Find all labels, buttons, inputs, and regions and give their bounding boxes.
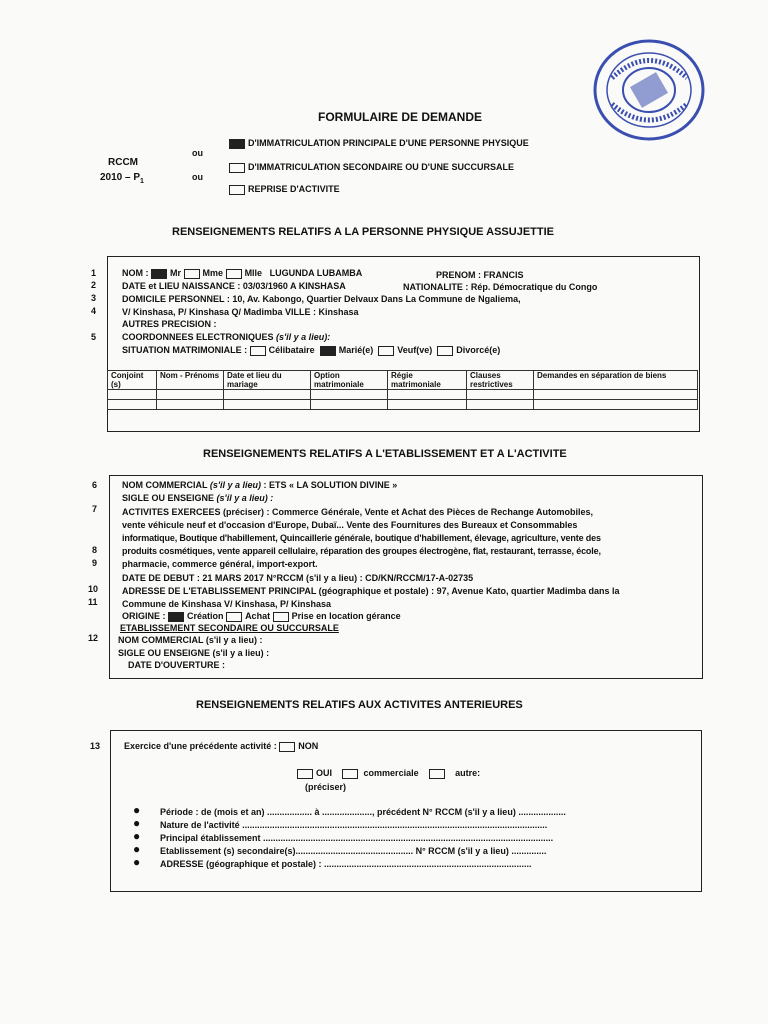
table-row [108,400,698,410]
table-header-cell: Demandes en séparation de biens [534,371,698,390]
table-header-cell: Option matrimoniale [311,371,388,390]
date-debut-field: DATE DE DEBUT : 21 MARS 2017 N°RCCM (s'il y a lieu) : CD/KN/RCCM/17-A-02735 [122,573,474,583]
checkbox-mr[interactable] [151,269,167,279]
table-header-cell: Régie matrimoniale [388,371,467,390]
line-number: 1 [91,268,97,278]
origine-row [122,611,401,622]
oui-row [297,768,480,779]
line-number: 12 [88,633,99,643]
divorce-label: Divorcé(e) [456,345,501,355]
table-header-cell: Clauses restrictives [467,371,534,390]
line-number: 8 [92,545,98,555]
checkbox-veuf[interactable] [378,346,394,356]
checkbox-principal[interactable] [229,139,245,149]
exercice-label: Exercice d'une précédente activité : [124,741,277,751]
nom-label: NOM : [122,268,149,278]
checkbox-oui[interactable] [297,769,313,779]
checkbox-mme[interactable] [184,269,200,279]
mlle-label: Mlle [244,268,263,278]
section1-title: RENSEIGNEMENTS RELATIFS A LA PERSONNE PHYSIQUE ASSUJETTIE [172,226,554,238]
exercice-row [124,741,318,752]
etab-secondaire-field: Etablissement (s) secondaire(s)............................................... N° RCCM (s'il y a lieu) .............. [160,846,547,856]
celibataire-label: Célibataire [268,345,315,355]
checkbox-reprise[interactable] [229,185,245,195]
commune-field: Commune de Kinshasa V/ Kinshasa, P/ Kinshasa [122,599,332,609]
rccm-label: RCCM [108,157,138,168]
date-ouverture-field: DATE D'OUVERTURE : [128,660,225,670]
preciser-label: (préciser) [305,782,347,792]
line-number: 9 [92,558,98,568]
table-cell[interactable] [388,400,467,410]
line-number: 7 [92,504,98,514]
bullet-icon: ● [133,842,141,856]
periode-field: Période : de (mois et an) .................. à ...................., précédent N° RCCM (s'il y a lieu) ................... [160,807,566,817]
option-secondaire-label: D'IMMATRICULATION SECONDAIRE OU D'UNE SUCCURSALE [248,162,514,172]
line-number: 3 [91,293,97,303]
nom-commercial-label: NOM COMMERCIAL [122,480,208,490]
table-cell[interactable] [157,390,224,400]
checkbox-prise[interactable] [273,612,289,622]
table-cell[interactable] [224,390,311,400]
line-number: 13 [90,741,101,751]
table-header-cell: Nom - Prénoms [157,371,224,390]
table-cell[interactable] [157,400,224,410]
checkbox-secondaire[interactable] [229,163,245,173]
nom-commercial-field [122,480,397,490]
ville-field: V/ Kinshasa, P/ Kinshasa Q/ Madimba VILLE : Kinshasa [122,307,359,317]
activites-block [122,506,698,571]
activites-line: vente véhicule neuf et d'occasion d'Europe, Dubaï... Vente des Fournitures des Bureaux et Consommables [122,520,578,530]
checkbox-commerciale[interactable] [342,769,358,779]
option-secondaire[interactable] [229,162,514,173]
coord-note: (s'il y a lieu): [276,332,331,342]
line-number: 2 [91,280,97,290]
option-reprise[interactable] [229,184,340,195]
creation-label: Création [187,611,224,621]
mme-label: Mme [202,268,224,278]
rccm-version: $2010 - P_1$ [100,172,144,185]
nom-commercial-value: : ETS « LA SOLUTION DIVINE » [263,480,398,490]
table-header-cell: Date et lieu du mariage [224,371,311,390]
checkbox-celibataire[interactable] [250,346,266,356]
table-cell[interactable] [108,400,157,410]
checkbox-achat[interactable] [226,612,242,622]
section3-title: RENSEIGNEMENTS RELATIFS AUX ACTIVITES ANTERIEURES [196,699,523,711]
commerciale-label: commerciale [363,768,419,778]
coordonnees-field [122,332,330,342]
autre-label: autre: [455,768,481,778]
achat-label: Achat [245,611,271,621]
sigle-field [122,493,273,503]
line-number: 10 [88,584,99,594]
section2-title: RENSEIGNEMENTS RELATIFS A L'ETABLISSEMENT ET A L'ACTIVITE [203,448,567,460]
mr-label: Mr [170,268,182,278]
checkbox-autre[interactable] [429,769,445,779]
checkbox-non[interactable] [279,742,295,752]
line-number: 6 [92,480,98,490]
nom-value: LUGUNDA LUBAMBA [269,268,363,278]
bullet-icon: ● [133,816,141,830]
form-title: FORMULAIRE DE DEMANDE [318,110,482,124]
nationalite-field: NATIONALITE : Rép. Démocratique du Congo [403,282,598,292]
marie-label: Marié(e) [338,345,374,355]
etab-secondaire-heading: ETABLISSEMENT SECONDAIRE OU SUCCURSALE [120,623,339,633]
official-stamp [592,38,706,142]
principal-etab-field: Principal établissement .................................................................................................................... [160,833,554,843]
autres-precision: AUTRES PRECISION : [122,319,217,329]
checkbox-mlle[interactable] [226,269,242,279]
naissance-field: DATE et LIEU NAISSANCE : 03/03/1960 A KINSHASA [122,281,346,291]
prenom-field: PRENOM : FRANCIS [436,270,524,280]
table-cell[interactable] [224,400,311,410]
sigle-label: SIGLE OU ENSEIGNE [122,493,215,503]
nom-commercial2-field: NOM COMMERCIAL (s'il y a lieu) : [118,635,263,645]
line-number: 5 [91,332,97,342]
table-cell[interactable] [467,390,534,400]
activites-line: pharmacie, commerce général, import-export. [122,559,318,569]
table-cell[interactable] [388,390,467,400]
table-cell[interactable] [534,400,698,410]
activites-line: informatique, Boutique d'habillement, Quincaillerie générale, boutique d'habillement, élevage, agriculture, vente des [122,533,601,543]
veuf-label: Veuf(ve) [397,345,433,355]
bullet-icon: ● [133,855,141,869]
prise-label: Prise en location gérance [291,611,401,621]
checkbox-divorce[interactable] [437,346,453,356]
nature-field: Nature de l'activité .......................................................................................................................... [160,820,548,830]
activites-line: produits cosmétiques, vente appareil cellulaire, réparation des groupes électrogène, flat, restaurant, terrasse, école, [122,546,601,556]
checkbox-marie[interactable] [320,346,336,356]
coord-label: COORDONNEES ELECTRONIQUES [122,332,274,342]
bullet-icon: ● [133,829,141,843]
option-reprise-label: REPRISE D'ACTIVITE [248,184,340,194]
ou-label-2: ou [192,172,203,182]
oui-label: OUI [316,768,333,778]
table-header-cell: Conjoint (s) [108,371,157,390]
activites-line: ACTIVITES EXERCEES (préciser) : Commerce Générale, Vente et Achat des Pièces de Rechange Automobiles, [122,507,593,517]
origine-label: ORIGINE : [122,611,166,621]
table-cell[interactable] [534,390,698,400]
option-principal[interactable] [229,138,529,149]
table-cell[interactable] [311,390,388,400]
situation-label: SITUATION MATRIMONIALE : [122,345,248,355]
option-principal-label: D'IMMATRICULATION PRINCIPALE D'UNE PERSONNE PHYSIQUE [248,138,529,148]
domicile-field: DOMICILE PERSONNEL : 10, Av. Kabongo, Quartier Delvaux Dans La Commune de Ngaliema, [122,294,521,304]
adresse3-field: ADRESSE (géographique et postale) : ................................................................................... [160,859,532,869]
line-number: 4 [91,306,97,316]
matrimonial-table [107,370,698,410]
nom-row [122,268,362,279]
bullet-icon: ● [133,803,141,817]
table-cell[interactable] [467,400,534,410]
situation-row [122,345,500,356]
table-row [108,390,698,400]
ou-label-1: ou [192,148,203,158]
table-header-row [108,371,698,390]
checkbox-creation[interactable] [168,612,184,622]
table-cell[interactable] [108,390,157,400]
sigle-note: (s'il y a lieu) : [216,493,274,503]
nom-commercial-note: (s'il y a lieu) [209,480,262,490]
non-label: NON [298,741,319,751]
table-cell[interactable] [311,400,388,410]
line-number: 11 [88,597,98,607]
sigle2-field: SIGLE OU ENSEIGNE (s'il y a lieu) : [118,648,270,658]
adresse-field: ADRESSE DE L'ETABLISSEMENT PRINCIPAL (géographique et postale) : 97, Avenue Kato, quartier Madimba dans la [122,586,620,596]
